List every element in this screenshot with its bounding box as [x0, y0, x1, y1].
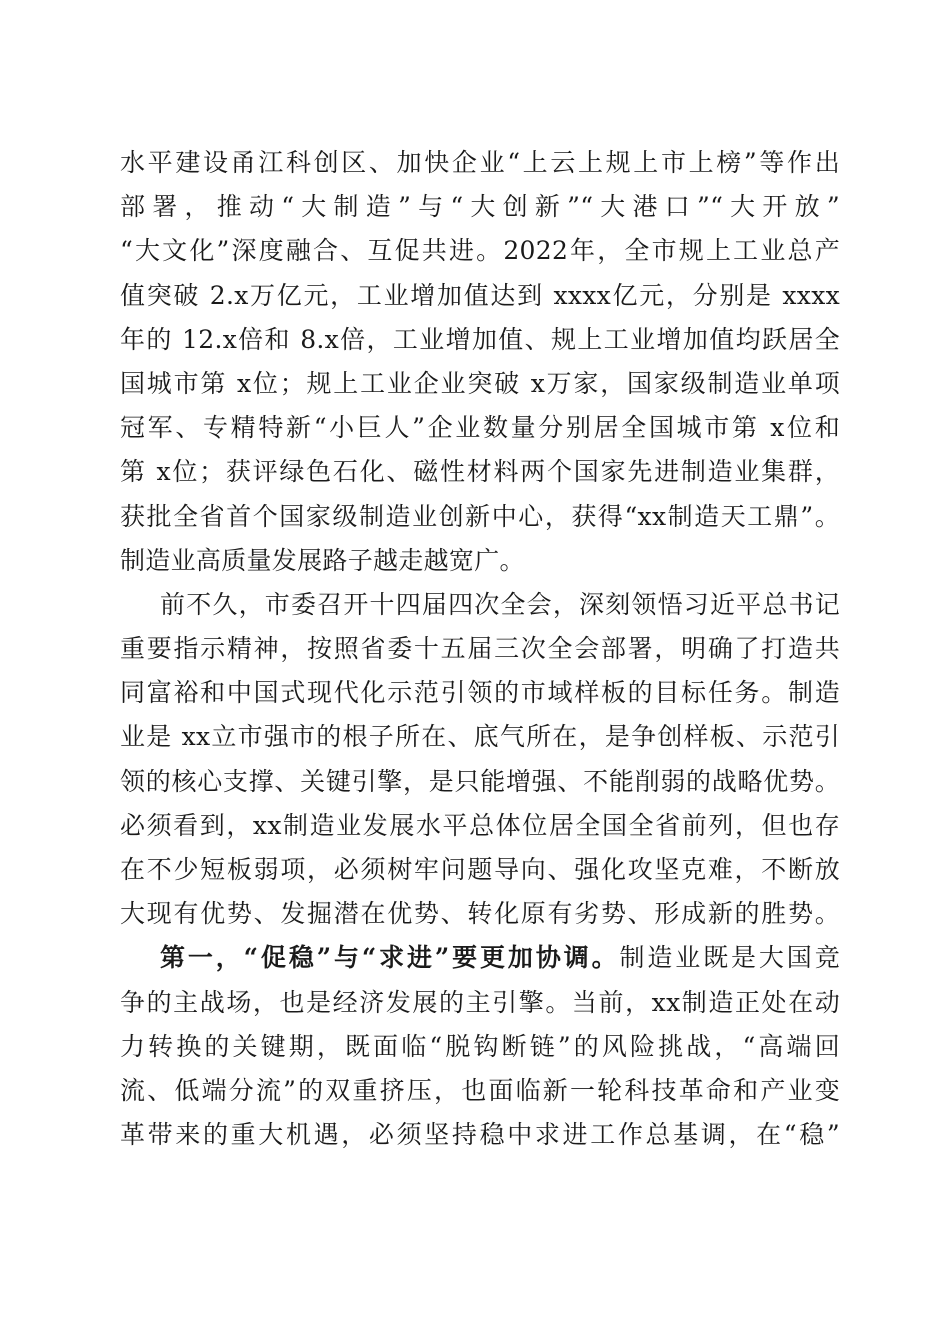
text-line: 同富裕和中国式现代化示范引领的市域样板的目标任务。制造	[120, 678, 840, 708]
text-line: 获批全省首个国家级制造业创新中心，获得“xx制造天工鼎”。	[120, 501, 840, 531]
section-heading: 第一，“促稳”与“求进”要更加协调。	[160, 943, 620, 973]
text-line: 年的 12.x倍和 8.x倍，工业增加值、规上工业增加值均跃居全	[120, 324, 840, 354]
text-line: 部署，推动“大制造”与“大创新”“大港口”“大开放”	[120, 192, 840, 222]
text-line: 重要指示精神，按照省委十五届三次全会部署，明确了打造共	[120, 634, 840, 664]
text-line: 冠军、专精特新“小巨人”企业数量分别居全国城市第 x位和	[120, 413, 840, 443]
text-line: 领的核心支撑、关键引擎，是只能增强、不能削弱的战略优势。	[120, 766, 840, 796]
text-line: 前不久，市委召开十四届四次全会，深刻领悟习近平总书记	[160, 589, 840, 619]
paragraph-1	[120, 141, 840, 583]
text-line: 争的主战场，也是经济发展的主引擎。当前，xx制造正处在动	[120, 987, 840, 1017]
text-line: 大现有优势、发掘潜在优势、转化原有劣势、形成新的胜势。	[120, 899, 840, 929]
text-line: 国城市第 x位；规上工业企业突破 x万家，国家级制造业单项	[120, 368, 840, 398]
text-line: 革带来的重大机遇，必须坚持稳中求进工作总基调，在“稳”	[120, 1120, 840, 1150]
heading-line-rest: 制造业既是大国竞	[619, 943, 840, 973]
paragraph-3	[120, 936, 840, 1157]
paragraph-2	[120, 583, 840, 937]
text-line: 制造业高质量发展路子越走越宽广。	[120, 545, 525, 575]
text-line	[120, 936, 840, 980]
text-line: 值突破 2.x万亿元，工业增加值达到 xxxx亿元，分别是 xxxx	[120, 280, 840, 310]
text-line: “大文化”深度融合、互促共进。2022年，全市规上工业总产	[120, 236, 840, 266]
text-line: 必须看到，xx制造业发展水平总体位居全国全省前列，但也存	[120, 810, 840, 840]
text-line: 力转换的关键期，既面临“脱钩断链”的风险挑战，“高端回	[120, 1031, 840, 1061]
text-line: 流、低端分流”的双重挤压，也面临新一轮科技革命和产业变	[120, 1075, 840, 1105]
text-line: 在不少短板弱项，必须树牢问题导向、强化攻坚克难，不断放	[120, 855, 840, 884]
text-line: 水平建设甬江科创区、加快企业“上云上规上市上榜”等作出	[120, 148, 840, 177]
text-line: 业是 xx立市强市的根子所在、底气所在，是争创样板、示范引	[120, 722, 840, 752]
text-line: 第 x位；获评绿色石化、磁性材料两个国家先进制造业集群，	[120, 457, 840, 487]
document-body	[120, 141, 840, 1157]
